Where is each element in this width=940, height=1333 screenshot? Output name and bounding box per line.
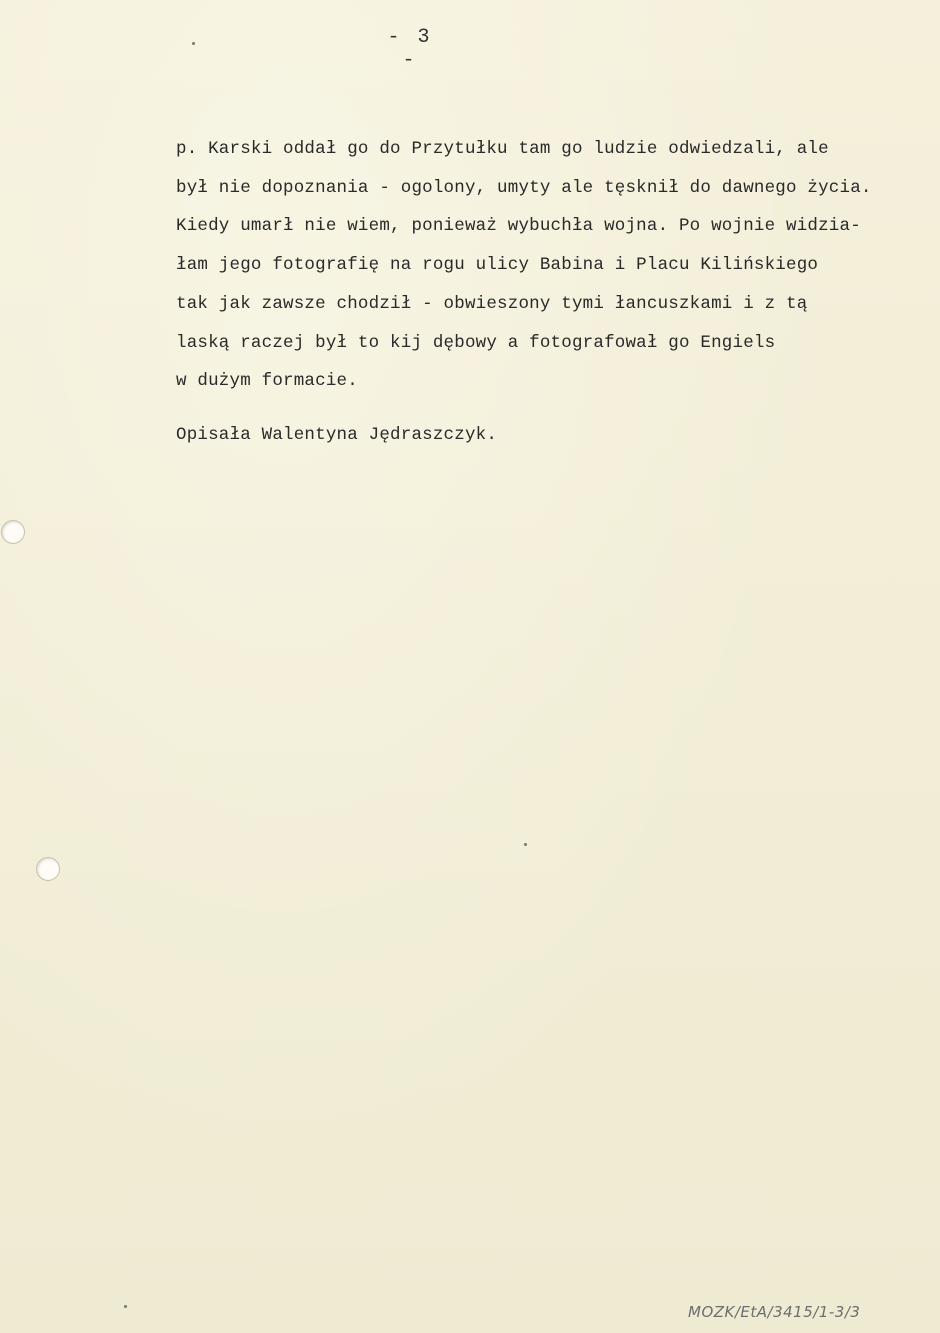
text-line: łam jego fotografię na rogu ulicy Babina i Placu Kilińskiego (176, 255, 819, 276)
punch-hole (36, 857, 60, 881)
text-line: w dużym formacie. (176, 371, 358, 392)
text-line: p. Karski oddał go do Przytułku tam go ludzie odwiedzali, ale (176, 139, 829, 159)
signature-line: Opisała Walentyna Jędraszczyk. (176, 425, 498, 445)
archive-signature-mark: MOZK/EtA/3415/1-3/3 (688, 1303, 861, 1321)
paper-speck (524, 843, 527, 846)
text-line: Kiedy umarł nie wiem, ponieważ wybuchła wojna. Po wojnie widzia- (176, 216, 861, 237)
paper-speck (124, 1305, 127, 1308)
text-line: był nie dopoznania - ogolony, umyty ale tęsknił do dawnego życia. (176, 177, 872, 198)
punch-hole (1, 520, 25, 544)
body-text (176, 130, 921, 401)
paper-speck (192, 42, 195, 45)
text-line: tak jak zawsze chodził - obwieszony tymi łancuszkami i z tą (176, 293, 808, 314)
page-number: - 3 - (387, 26, 433, 72)
text-line: laską raczej był to kij dębowy a fotografował go Engiels (176, 332, 776, 353)
